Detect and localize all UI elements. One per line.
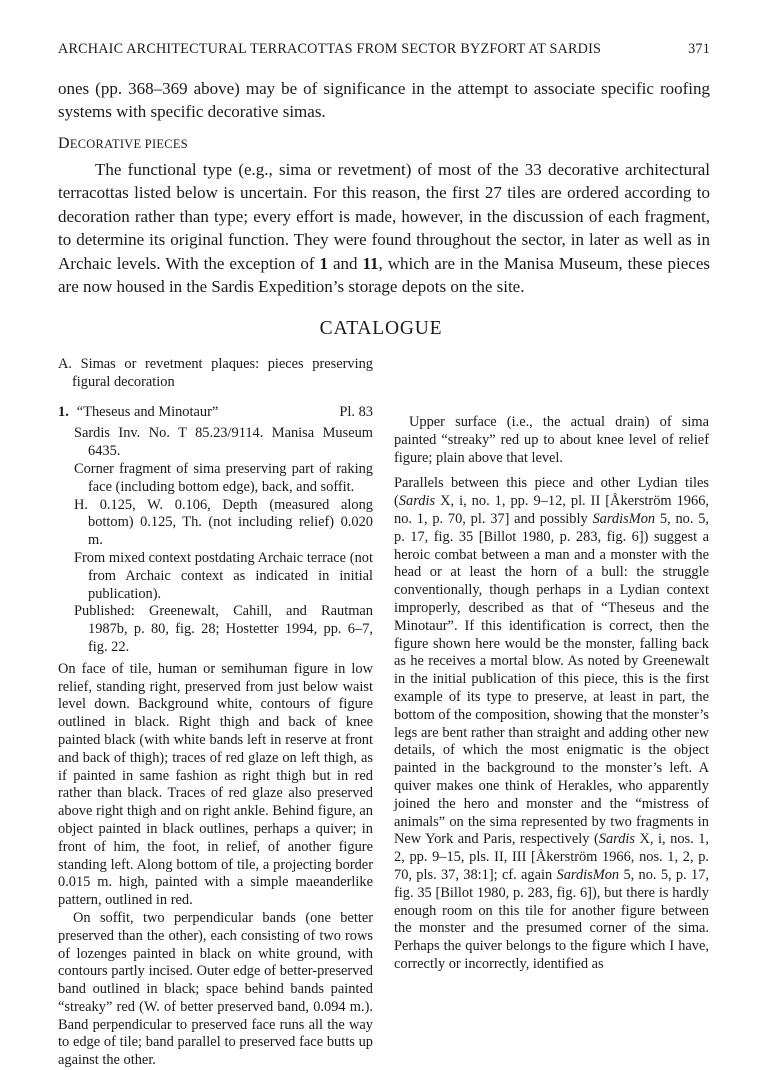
running-title: ARCHAIC ARCHITECTURAL TERRACOTTAS FROM SECTOR BYZFORT AT SARDIS bbox=[58, 41, 602, 57]
entry-dimensions: H. 0.125, W. 0.106, Depth (measured along bottom) 0.125, Th. (not including relief) 0.020 m. bbox=[74, 496, 373, 549]
entry-description: Corner fragment of sima preserving part of raking face (including bottom edge), back, and soffit. bbox=[74, 460, 373, 495]
parallels-sardis-1: Sardis bbox=[398, 493, 436, 510]
parallels-text-4: X, i, nos. 1, 2, pp. 9–15, pls. II, III [Åkerström 1966, nos. 1, 2, p. 70, pls. 37, 38:1]; cf. again bbox=[394, 831, 710, 883]
entry-plate: Pl. 83 bbox=[339, 403, 373, 420]
entry-meta bbox=[58, 425, 373, 656]
page-number: 371 bbox=[688, 41, 710, 57]
ref-1: 1 bbox=[319, 253, 328, 273]
section-heading-initial: D bbox=[58, 135, 70, 152]
entry-heading bbox=[58, 404, 373, 422]
parallels-sardis-2: Sardis bbox=[598, 831, 636, 848]
continuation-paragraph: ones (pp. 368–369 above) may be of significance in the attempt to associate specific roofing systems with specific decorative simas. bbox=[58, 79, 710, 122]
left-column bbox=[58, 356, 373, 1070]
soffit-paragraph: On soffit, two perpendicular bands (one better preserved than the other), each consisting of two rows of lozenges painted in black on white ground, with contours partly incised. Outer edge of better-preserved band outlined in black; space behind bands painted “streaky” red (W. of better preserved band, 0.094 m.). Band perpendicular to preserved face runs all the way to edge of tile; band parallel to preserved face butts up against the other. bbox=[58, 909, 373, 1069]
entry-number: 1. bbox=[58, 403, 69, 420]
parallels-text-5: 5, no. 5, p. 17, fig. 35 [Billot 1980, p. 283, fig. 6]), but there is hardly enough room on this tile for another figure between the monster and the presumed corner of the sima. Perhaps the quiver belongs to the figure which I have, correctly or incorrectly, identified as bbox=[394, 866, 709, 972]
entry-context: From mixed context postdating Archaic terrace (not from Archaic context as indicated in initial publication). bbox=[74, 549, 373, 602]
ref-11: 11 bbox=[362, 253, 379, 273]
parallels-text-2: X, i, no. 1, pp. 9–12, pl. II [Åkerström 1966, no. 1, p. 70, pl. 37] and possibly bbox=[394, 493, 709, 527]
running-head bbox=[58, 41, 710, 58]
parallels-sardismon-1: SardisMon bbox=[592, 510, 656, 527]
parallels-paragraph bbox=[394, 475, 709, 973]
upper-surface-paragraph: Upper surface (i.e., the actual drain) of sima painted “streaky” red up to about knee level of relief figure; plain above that level. bbox=[394, 414, 709, 466]
parallels-text-1: Parallels between this piece and other Lydian tiles ( bbox=[394, 475, 709, 510]
intro-text-2: and bbox=[328, 253, 363, 273]
entry-published: Published: Greenewalt, Cahill, and Rautman 1987b, p. 80, fig. 28; Hostetter 1994, pp. 6–7, fig. 22. bbox=[74, 603, 373, 655]
entry-inventory: Sardis Inv. No. T 85.23/9114. Manisa Museum 6435. bbox=[74, 425, 373, 460]
parallels-text-3: 5, no. 5, p. 17, fig. 35 [Billot 1980, p. 283, fig. 6]) suggest a heroic combat between a man and a monster with the head or at least the horn of a bull: the struggle conventionally, though perhaps in a Lydian context improperly, described as that of “Theseus and the Minotaur”. If this identification is correct, then the figure shown here would be the monster, falling back as he receives a mortal blow. As noted by Greenewalt in the initial publication of this piece, this is the first example of its type to preserve, at least in part, the bottom of the composition, showing that the monster’s legs are bent rather than straight and adding other new details, of which the most enigmatic is the object painted in the background to the monster’s left. A quiver makes one think of Herakles, who apparently joined the hero and monster and the “mistress of animals” on the sima represented by two fragments in New York and Paris, respectively ( bbox=[394, 510, 709, 848]
face-paragraph: On face of tile, human or semihuman figure in low relief, standing right, preserved from just below waist level down. Background white, contours of figure outlined in black. Right thigh and back of knee painted black (with white bands left in reserve at front and back of thigh); traces of red glaze on left thigh, as if painted in same fashion as right thigh but in red rather than black. Traces of red glaze also preserved above right thigh and on right ankle. Behind figure, an object painted in black outlines, perhaps a quiver; in front of him, the foot, in relief, of another figure standing left. Along bottom of tile, a projecting border 0.015 m. high, painted with a simple maeanderlike pattern, outlined in red. bbox=[58, 660, 373, 909]
intro-text-3: , which are in the Manisa Museum, these pieces are now housed in the Sardis Expedition’s storage depots on the site. bbox=[58, 253, 710, 297]
catalogue-title: CATALOGUE bbox=[319, 318, 443, 339]
intro-paragraph bbox=[58, 158, 710, 298]
right-column bbox=[394, 360, 709, 974]
group-heading: A. Simas or revetment plaques: pieces preserving figural decoration bbox=[58, 356, 373, 390]
intro-text-1: The functional type (e.g., sima or revetment) of most of the 33 decorative architectural terracottas listed below is uncertain. For this reason, the first 27 tiles are ordered according to decoration rather than type; every effort is made, however, in the discussion of each fragment, to determine its original function. They were found throughout the sector, in later as well as in Archaic levels. With the exception of bbox=[58, 160, 710, 273]
section-heading bbox=[58, 135, 188, 153]
parallels-sardismon-2: SardisMon bbox=[556, 866, 620, 883]
entry-title: “Theseus and Minotaur” bbox=[76, 403, 219, 420]
section-heading-rest: ECORATIVE PIECES bbox=[69, 137, 188, 151]
